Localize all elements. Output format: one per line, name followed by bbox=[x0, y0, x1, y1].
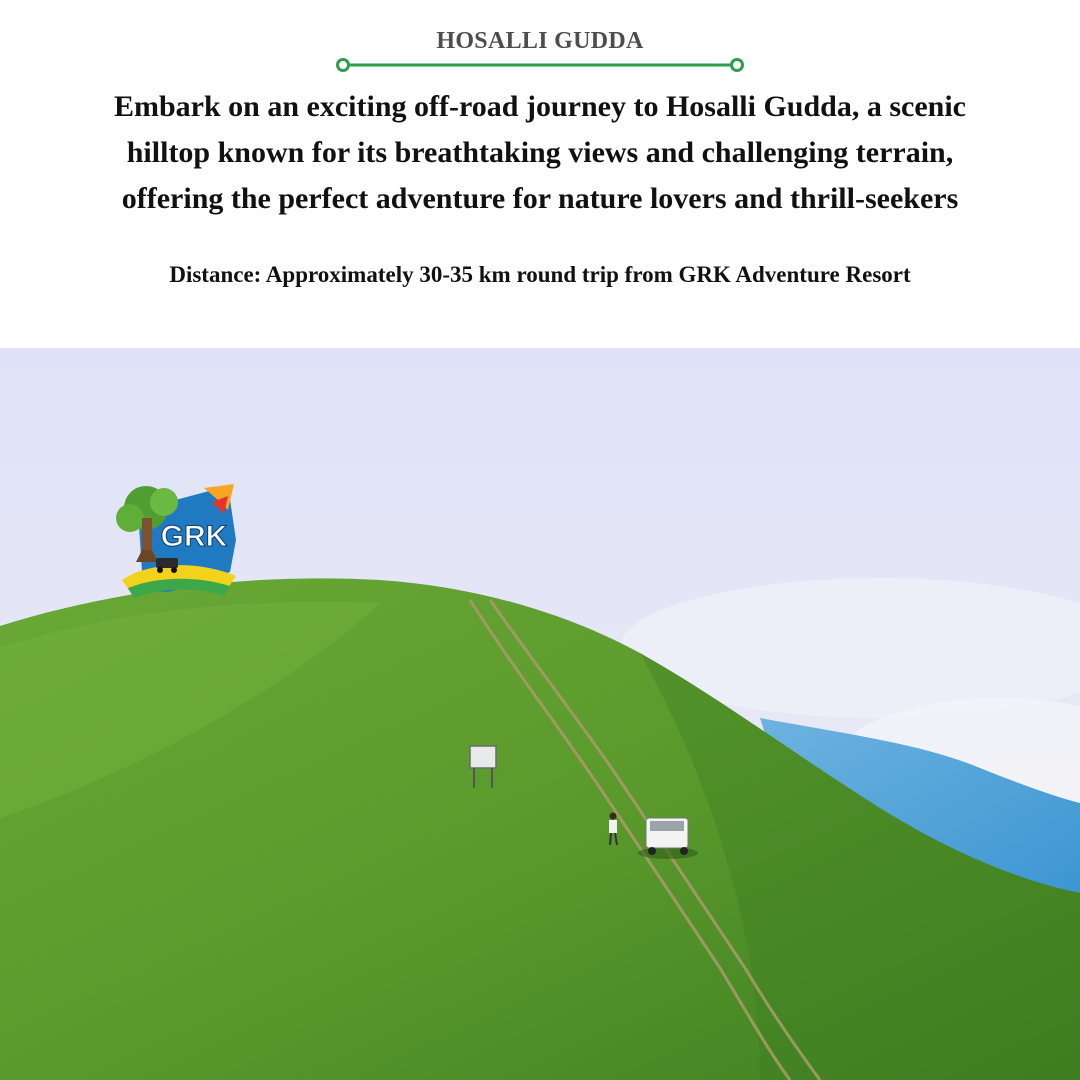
grk-logo bbox=[108, 480, 244, 600]
page-title: HOSALLI GUDDA bbox=[436, 28, 644, 54]
logo-text: GRK bbox=[160, 520, 228, 553]
header bbox=[0, 0, 1080, 348]
distance-text: Distance: Approximately 30-35 km round trip from GRK Adventure Resort bbox=[169, 262, 911, 287]
hill-photo bbox=[0, 348, 1080, 1080]
description-headline: Embark on an exciting off-road journey to Hosalli Gudda, a scenic hilltop known for its breathtaking views and challenging terrain, offering the perfect adventure for nature lovers and thrill-seekers bbox=[114, 90, 966, 215]
title-divider bbox=[336, 56, 744, 74]
